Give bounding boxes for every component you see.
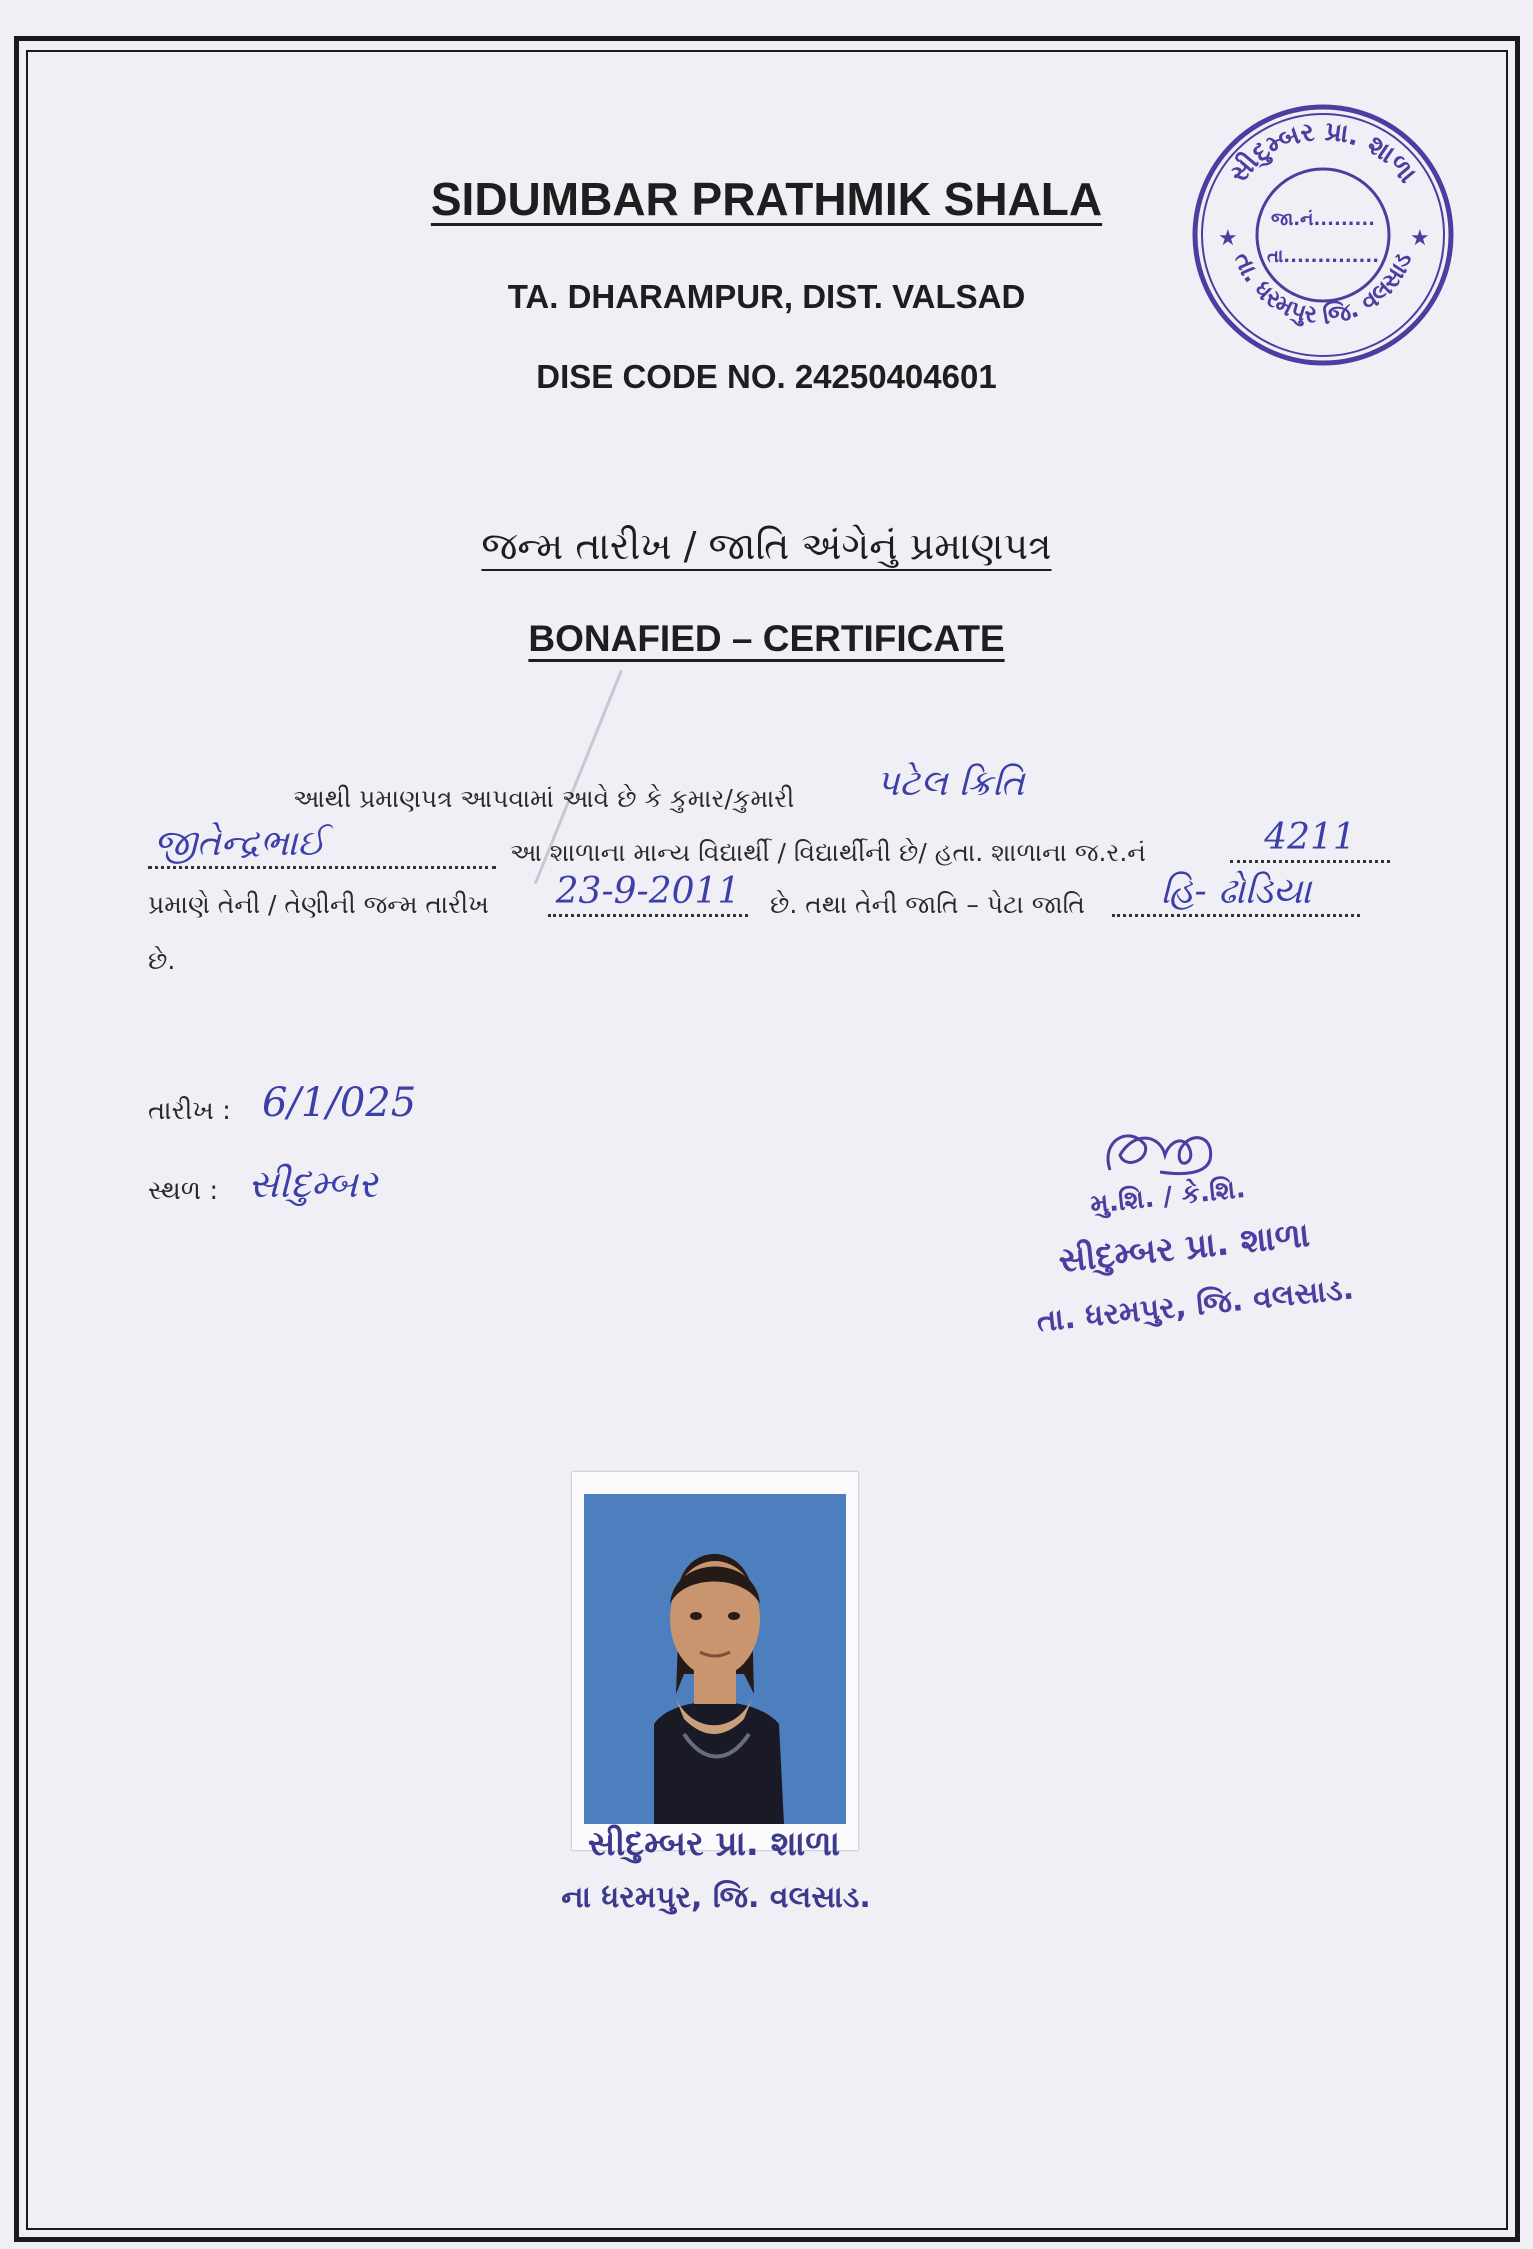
birth-date-handwritten: 23-9-2011 xyxy=(548,872,748,917)
student-name-handwritten: પટેલ ક્રિતિ xyxy=(876,763,1025,804)
school-name: SIDUMBAR PRATHMIK SHALA xyxy=(430,173,1103,225)
stamp-line1: જા.નં......... xyxy=(1270,209,1376,230)
register-number-handwritten: 4211 xyxy=(1230,818,1390,863)
stamp-star-right-icon: ★ xyxy=(1410,226,1430,251)
body-line4-end: છે. xyxy=(148,946,176,975)
stamp-line2: તા.............. xyxy=(1266,246,1380,267)
place-value-handwritten: સીદુમ્બર xyxy=(248,1162,378,1206)
signature-designation: મુ.શિ. / કે.શિ. xyxy=(1088,1173,1247,1221)
photo-stamp-school: સીદુમ્બર પ્રા. શાળા xyxy=(587,1824,841,1864)
principal-signature-block xyxy=(1030,1120,1430,1340)
date-value-handwritten: 6/1/025 xyxy=(262,1080,417,1126)
father-name-handwritten: જીતેન્દ્રભાઈ xyxy=(148,824,496,869)
stamp-star-left-icon: ★ xyxy=(1218,226,1238,251)
signature-address: તા. ધરમપુર, જિ. વલસાડ. xyxy=(1035,1271,1356,1340)
stamp-top-text: સીદુમ્બર પ્રા. શાળા xyxy=(1223,116,1423,189)
body-line1-intro: આથી પ્રમાણપત્ર આપવામાં આવે છે કે કુમાર/કુમારી xyxy=(293,784,795,813)
body-line2-text: આ શાળાના માન્ય વિદ્યાર્થી / વિદ્યાર્થીની છે/ હતા. શાળાના જ.ર.નં xyxy=(510,838,1146,867)
stamp-bottom-text: તા. ધરમપુર જિ. વલસાડ xyxy=(1228,248,1418,330)
certificate-title-english: BONAFIED – CERTIFICATE xyxy=(528,618,1005,659)
dise-code: DISE CODE NO. 24250404601 xyxy=(536,358,997,395)
body-line3-prefix: પ્રમાણે તેની / તેણીની જન્મ તારીખ xyxy=(148,890,489,919)
taluka-district: TA. DHARAMPUR, DIST. VALSAD xyxy=(507,278,1026,315)
caste-handwritten: હિ- ઢોડિયા xyxy=(1112,872,1360,917)
school-round-stamp xyxy=(1188,100,1458,370)
photo-stamp-address: ના ધરમપુર, જિ. વલસાડ. xyxy=(561,1880,871,1915)
place-label: સ્થળ : xyxy=(148,1176,219,1206)
student-photo xyxy=(584,1494,846,1824)
student-photo-card xyxy=(572,1472,858,1850)
certificate-title-gujarati: જન્મ તારીખ / જાતિ અંગેનું પ્રમાણપત્ર xyxy=(481,524,1052,568)
date-label: તારીખ : xyxy=(148,1096,231,1126)
signature-school: સીદુમ્બર પ્રા. શાળા xyxy=(1056,1214,1312,1282)
body-line3-mid: છે. તથા તેની જાતિ – પેટા જાતિ xyxy=(770,890,1085,919)
